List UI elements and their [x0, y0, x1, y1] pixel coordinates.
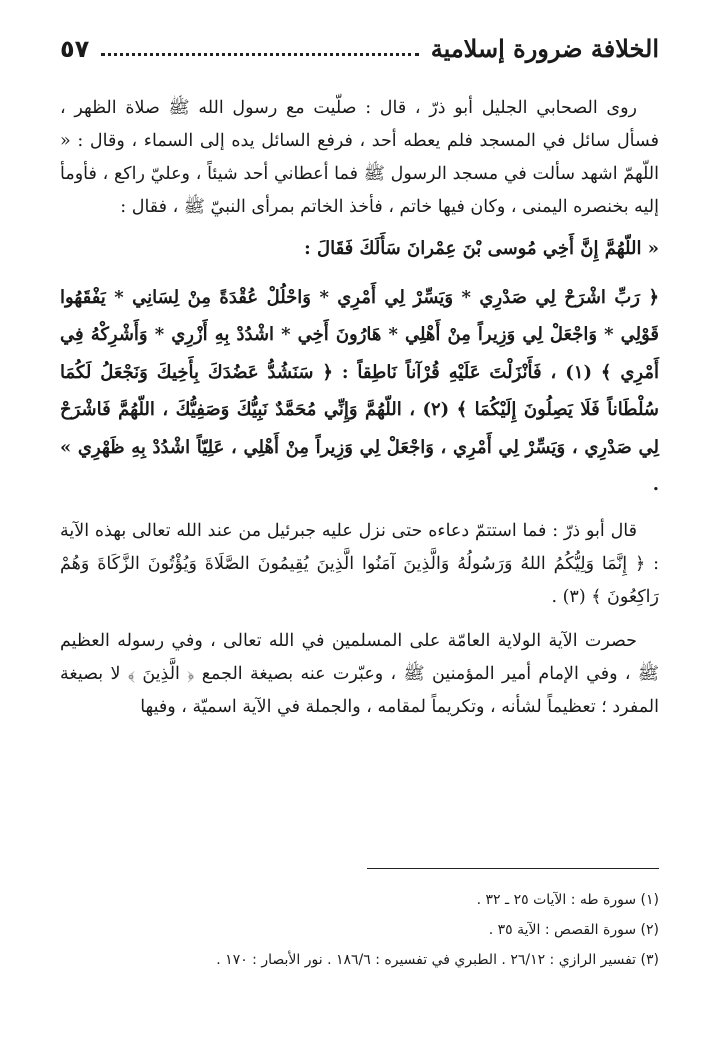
header-title: الخلافة ضرورة إسلامية	[430, 34, 659, 63]
footnotes	[60, 868, 659, 975]
footnote-1: (١) سورة طه : الآيات ٢٥ ـ ٣٢ .	[476, 892, 659, 908]
paragraph-narration: روى الصحابي الجليل أبو ذرّ ، قال : صلّيت مع رسول الله ﷺ صلاة الظهر ، فسأل سائل في المسجد فلم يعطه أحد ، فرفع السائل يده إلى السماء ، وقال : « اللّهمّ اشهد سألت في مسجد الرسول ﷺ فما أعطاني أحد شيئاً ، وعليّ راكع ، فأومأ إليه بخنصره اليمنى ، وكان فيها خاتم ، فأخذ الخاتم بمرأى النبيّ ﷺ ، فقال :	[60, 98, 659, 217]
footnote-divider	[367, 868, 659, 869]
paragraph-prayer-intro: « اللّهُمَّ إِنَّ أَخِي مُوسى بْنَ عِمْرانَ سَأَلَكَ فَقَالَ :	[304, 238, 659, 259]
paragraph-quran-prayer: ﴿ رَبِّ اشْرَحْ لِي صَدْرِي * وَيَسِّرْ لِي أَمْرِي * وَاحْلُلْ عُقْدَةً مِنْ لِسَانِي * يَفْقَهُوا قَوْلِي * وَاجْعَلْ لِي وَزِيراً مِنْ أَهْلِي * هَارُونَ أَخِي * اشْدُدْ بِهِ أَزْرِي * وَأَشْرِكْهُ فِي أَمْرِي ﴾ (١) ، فَأَنْزَلْتَ عَلَيْهِ قُرْآناً نَاطِقاً : ﴿ سَنَشُدُّ عَضُدَكَ بِأَخِيكَ وَنَجْعَلُ لَكُمَا سُلْطَاناً فَلَا يَصِلُونَ إِلَيْكُمَا ﴾ (٢) ، اللّهُمَّ وَإِنِّي مُحَمَّدٌ نَبِيُّكَ وَصَفِيُّكَ ، اللّهُمَّ فَاشْرَحْ لِي صَدْرِي ، وَيَسِّرْ لِي أَمْرِي ، وَاجْعَلْ لِي وَزِيراً مِنْ أَهْلِي ، عَلِيّاً اشْدُدْ بِهِ ظَهْرِي » .	[60, 286, 659, 495]
footnote-3: (٣) تفسير الرازي : ٢٦/١٢ . الطبري في تفسيره : ١٨٦/٦ . نور الأبصار : ١٧٠ .	[216, 952, 659, 968]
paragraph-revelation: قال أبو ذرّ : فما استتمّ دعاءه حتى نزل عليه جبرئيل من عند الله تعالى بهذه الآية : ﴿ إِنَّمَا وَلِيُّكُمُ اللهُ وَرَسُولُهُ وَالَّذِينَ آمَنُوا الَّذِينَ يُقِيمُونَ الصَّلَاةَ وَيُؤْتُونَ الزَّكَاةَ وَهُمْ رَاكِعُونَ ﴾ (٣) .	[60, 520, 659, 607]
body-text	[60, 92, 659, 724]
page-number: ٥٧	[60, 35, 90, 63]
running-header	[60, 28, 659, 70]
footnote-2: (٢) سورة القصص : الآية ٣٥ .	[488, 922, 659, 938]
header-dot-leader	[101, 53, 418, 56]
paragraph-commentary: حصرت الآية الولاية العامّة على المسلمين في الله تعالى ، وفي رسوله العظيم ﷺ ، وفي الإمام أمير المؤمنين ﷺ ، وعبّرت عنه بصيغة الجمع ﴿ الَّذِينَ ﴾ لا بصيغة المفرد ؛ تعظيماً لشأنه ، وتكريماً لمقامه ، والجملة في الآية اسميّة ، وفيها	[60, 630, 659, 717]
